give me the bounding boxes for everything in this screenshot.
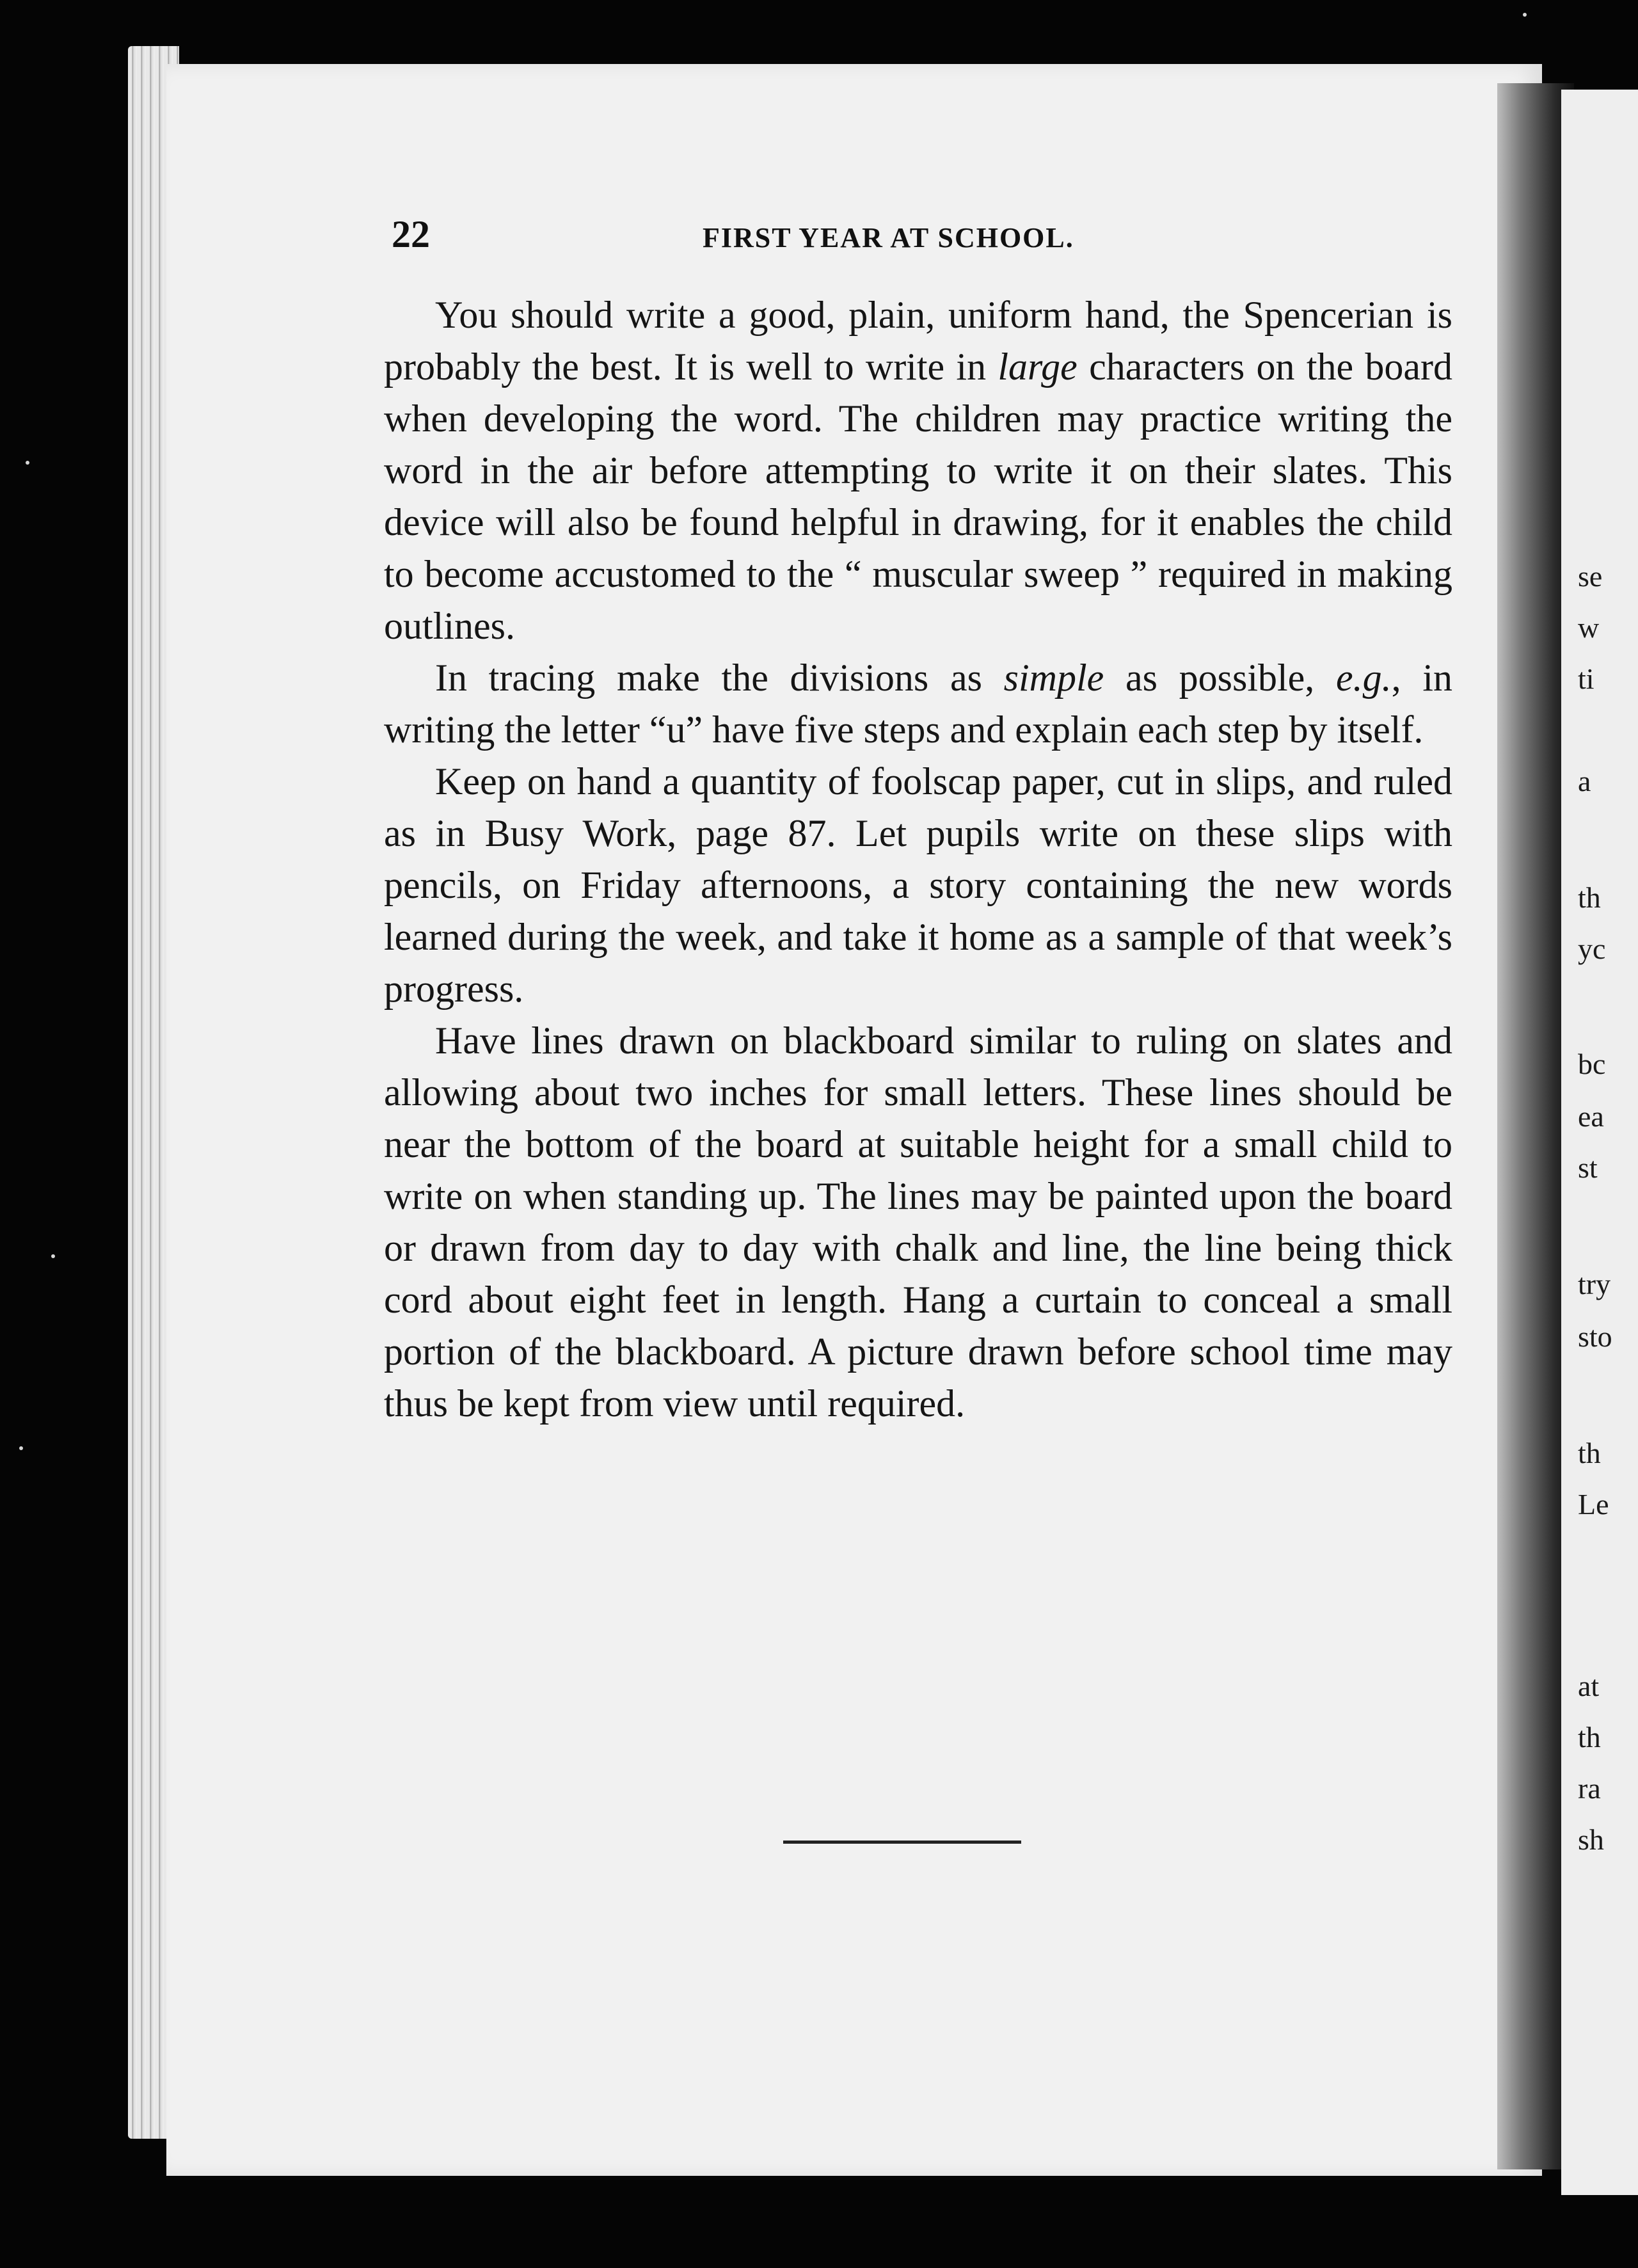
dust-speck [1523,13,1527,17]
paragraph-foolscap: Keep on hand a quantity of foolscap paper, cut in slips, and ruled as in Busy Work, page 87. Let pupils write on these slips with pencils, on Friday afternoons, a story containing the new words learned during the week, and take it home as a sample of that week’s progress. [384,760,1452,1010]
body-text [384,289,1452,1430]
facing-fragment: ea [1578,1100,1604,1133]
facing-fragment: th [1578,881,1601,914]
dust-speck [19,1446,23,1450]
running-head [392,212,1441,257]
facing-fragment: st [1578,1151,1598,1184]
dust-speck [26,461,29,465]
page-number: 22 [392,213,430,255]
facing-page [1561,90,1638,2195]
facing-fragment: ti [1578,662,1594,695]
facing-fragment: sto [1578,1320,1612,1353]
running-title: FIRST YEAR AT SCHOOL. [703,222,1074,253]
facing-fragment: Le [1578,1488,1609,1521]
facing-fragment: w [1578,611,1600,644]
facing-fragment: sh [1578,1823,1604,1856]
facing-fragment: yc [1578,932,1606,965]
facing-fragment: bc [1578,1048,1606,1080]
paragraph-blackboard: Have lines drawn on blackboard similar to ruling on slates and allowing about two inches for small letters. These lines should be near the bottom of the board at suitable height for a small child to write on when standing up. The lines may be painted upon the board or drawn from day to day with chalk and line, the line being thick cord about eight feet in length. Hang a curtain to conceal a small portion of the blackboard. A picture drawn before school time may thus be kept from view until required. [384,1019,1452,1425]
dust-speck [51,1254,55,1258]
section-end-rule [783,1841,1021,1844]
facing-fragment: ra [1578,1772,1601,1805]
facing-fragment: se [1578,560,1603,593]
facing-fragment: a [1578,765,1591,797]
paragraph-handwriting: You should write a good, plain, uniform hand, the Spencerian is probably the best. It is well to write in large characters on the board when developing the word. The children may practice writing the word in the air before attempting to write it on their slates. This device will also be found helpful in drawing, for it enables the child to become accustomed to the “ muscular sweep ” required in making outlines. [384,294,1453,647]
facing-fragment: th [1578,1437,1601,1469]
paragraph-tracing: In tracing make the divisions as simple as possible, e.g., in writing the letter “u” have five steps and explain each step by itself. [384,657,1452,751]
facing-fragment: th [1578,1721,1601,1753]
facing-fragment: at [1578,1670,1600,1702]
facing-fragment: try [1578,1268,1611,1300]
